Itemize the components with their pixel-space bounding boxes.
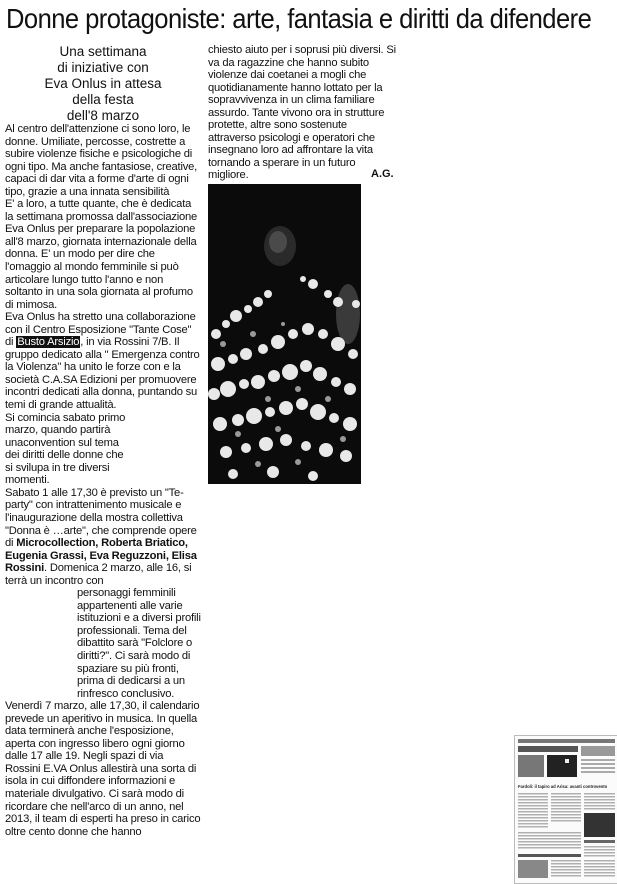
article-headline: Donne protagoniste: arte, fantasia e diritti da difendere bbox=[6, 3, 592, 34]
artists-list: Microcollection, Roberta Briatico, Eugenia Grassi, Eva Reguzzoni, Elisa Rossini bbox=[5, 537, 197, 575]
article-subheadline bbox=[12, 44, 194, 124]
article-column-1 bbox=[5, 123, 201, 838]
flowers-photo-image bbox=[208, 184, 361, 484]
paragraph-indented: personaggi femminili appartenenti alle varie istituzioni e a diversi profili professionali. Tema del dibattito sarà "Folclore o diritti?". Ci sarà modo di spaziare su più fronti, prima di dedicarsi a un rinfresco conclusivo. bbox=[77, 587, 201, 700]
paragraph-text: Sabato 1 alle 17,30 è previsto un "Te-party" con intrattenimento musicale e l'inaugurazione della mostra collettiva "Donna è …arte", che comprende opere di bbox=[5, 486, 197, 550]
article-photo bbox=[208, 184, 361, 484]
subheadline-line: della festa bbox=[72, 92, 134, 107]
article-column-2 bbox=[208, 44, 396, 182]
paragraph: chiesto aiuto per i soprusi più diversi. Si va da ragazzine che hanno subito violenze dai coetanei a mogli che quotidianamente hanno lottato per la sopravvivenza in un clima familiare assurdo. Tante vivono ora in strutture protette, altre sono sostenute attraverso psicologi e operatori che insegnano loro ad affrontare la vita tornando a sperare in un futuro migliore. bbox=[208, 44, 396, 182]
paragraph-text: . Domenica 2 marzo, alle 16, si terrà un incontro con bbox=[5, 562, 192, 587]
paragraph-text: , in via Rossini 7/B. Il gruppo dedicato alla " Emergenza contro la Violenza" ha unito le forze con e la società C.A.SA Edizioni per promuovere incontri dedicati alla donna, puntando su temi di grande attualità. bbox=[5, 336, 200, 412]
thumbnail-headline: Fardoli: il tapiro ad Arisa: avanti controvento bbox=[518, 784, 608, 789]
page-thumbnail bbox=[514, 735, 617, 884]
highlighted-place-name: Busto Arsizio bbox=[17, 336, 80, 349]
paragraph: Venerdì 7 marzo, alle 17,30, il calendario prevede un aperitivo in musica. In quella data terminerà anche l'esposizione, aperta con ingresso libero ogni giorno dalle 17 alle 19. Negli spazi di via Rossini E.VA Onlus allestirà una sorta di isola in cui diffondere informazioni e materiale divulgativo. Ci sarà modo di ricordare che nell'arco di un anno, nel 2013, il team di esperti ha preso in carico oltre cento donne che hanno bbox=[5, 700, 201, 838]
author-signature: A.G. bbox=[371, 168, 394, 180]
paragraph bbox=[5, 311, 201, 411]
paragraph-text: Eva Onlus ha stretto una collaborazione con il Centro Esposizione "Tante Cose" di bbox=[5, 311, 196, 349]
paragraph bbox=[5, 487, 201, 587]
subheadline-line: Eva Onlus in attesa bbox=[44, 76, 162, 91]
subheadline-line: dell'8 marzo bbox=[66, 108, 140, 123]
paragraph: E' a loro, a tutte quante, che è dedicata la settimana promossa dall'associazione Eva Onlus per preparare la popolazione all'8 marzo, giornata internazionale della donna. E' un modo per dire che l'omaggio al mondo femminile si può articolare lungo tutto l'anno e non soltanto in una sola giornata al profumo di mimosa. bbox=[5, 198, 198, 311]
paragraph: Al centro dell'attenzione ci sono loro, le donne. Umiliate, percosse, costrette a subire violenze fisiche e psicologiche di ogni tipo. Ma anche fantasiose, creative, capaci di dar vita a forme d'arte di ogni tipo, grazie a una innata sensibilità bbox=[5, 123, 198, 198]
paragraph-narrow: Si comincia sabato primo marzo, quando partirà unaconvention sul tema dei diritti delle donne che si svilupa in tre diversi momenti. bbox=[5, 411, 126, 487]
newspaper-thumbnail-image bbox=[515, 736, 617, 883]
subheadline-line: di iniziative con bbox=[57, 60, 149, 75]
subheadline-line: Una settimana bbox=[59, 44, 147, 59]
